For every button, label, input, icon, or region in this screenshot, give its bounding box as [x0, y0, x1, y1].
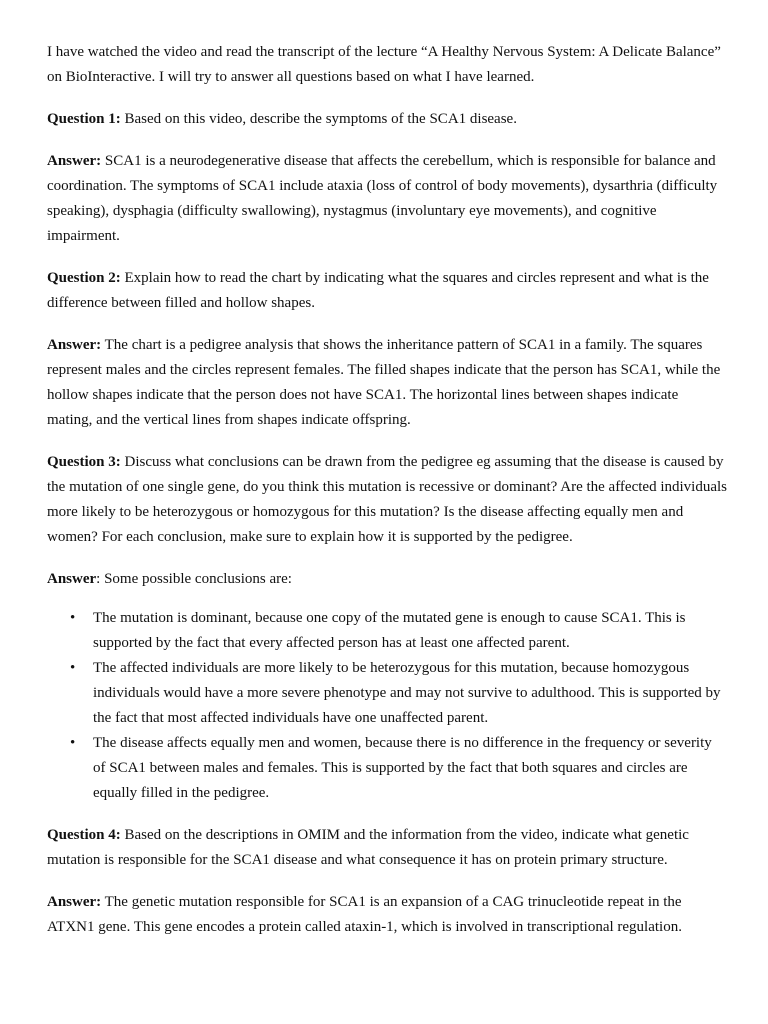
- answer-4-text: The genetic mutation responsible for SCA1 is an expansion of a CAG trinucleotide repeat in the ATXN1 gene. This gene encodes a protein called ataxin-1, which is involved in transcriptional regulation.: [47, 894, 682, 935]
- question-1-label: Question 1:: [47, 111, 121, 127]
- answer-3-label: Answer: [47, 571, 97, 587]
- list-item-text: The affected individuals are more likely to be heterozygous for this mutation, because homozygous individuals would have a more severe phenotype and may not survive to adulthood. This is supported by the fact that most affected individuals have one unaffected parent.: [93, 660, 721, 726]
- list-item: [70, 656, 727, 731]
- document-page: [47, 40, 727, 957]
- list-item-text: The mutation is dominant, because one copy of the mutated gene is enough to cause SCA1. This is supported by the fact that every affected person has at least one affected parent.: [93, 610, 686, 651]
- question-2-label: Question 2:: [47, 270, 121, 286]
- bullet-icon: •: [70, 610, 76, 626]
- question-2: [47, 266, 727, 316]
- question-3: [47, 450, 727, 550]
- answer-4-label: Answer:: [47, 894, 102, 910]
- answer-3-text: : Some possible conclusions are:: [96, 571, 292, 587]
- answer-3: [47, 567, 727, 592]
- question-4: [47, 823, 727, 873]
- answer-2-label: Answer:: [47, 337, 102, 353]
- list-item: [70, 731, 727, 806]
- answer-1-label: Answer:: [47, 153, 102, 169]
- list-item: [70, 606, 727, 656]
- bullet-icon: •: [70, 735, 76, 751]
- question-1: [47, 107, 727, 132]
- question-4-label: Question 4:: [47, 827, 121, 843]
- intro-paragraph: I have watched the video and read the transcript of the lecture “A Healthy Nervous System: A Delicate Balance” on BioInteractive. I will try to answer all questions based on what I have learned.: [47, 44, 721, 85]
- bullet-icon: •: [70, 660, 76, 676]
- answer-4: [47, 890, 727, 940]
- answer-1-text: SCA1 is a neurodegenerative disease that affects the cerebellum, which is responsible for balance and coordination. The symptoms of SCA1 include ataxia (loss of control of body movements), dysarthria (difficulty speaking), dysphagia (difficulty swallowing), nystagmus (involuntary eye movements), and cognitive impairment.: [47, 153, 718, 244]
- question-2-text: Explain how to read the chart by indicating what the squares and circles represent and what is the difference between filled and hollow shapes.: [47, 270, 709, 311]
- answer-2-text: The chart is a pedigree analysis that shows the inheritance pattern of SCA1 in a family. The squares represent males and the circles represent females. The filled shapes indicate that the person has SCA1, while the hollow shapes indicate that the person does not have SCA1. The horizontal lines between shapes indicate mating, and the vertical lines from shapes indicate offspring.: [47, 337, 721, 428]
- list-item-text: The disease affects equally men and women, because there is no difference in the frequency or severity of SCA1 between males and females. This is supported by the fact that both squares and circles are equally filled in the pedigree.: [93, 735, 712, 801]
- question-1-text: Based on this video, describe the symptoms of the SCA1 disease.: [120, 111, 517, 127]
- answer-2: [47, 333, 727, 433]
- question-3-text: Discuss what conclusions can be drawn from the pedigree eg assuming that the disease is caused by the mutation of one single gene, do you think this mutation is recessive or dominant? Are the affected individuals more likely to be heterozygous or homozygous for this mutation? Is the disease affecting equally men and women? For each conclusion, make sure to explain how it is supported by the pedigree.: [47, 454, 727, 545]
- question-3-label: Question 3:: [47, 454, 121, 470]
- answer-1: [47, 149, 727, 249]
- question-4-text: Based on the descriptions in OMIM and the information from the video, indicate what genetic mutation is responsible for the SCA1 disease and what consequence it has on protein primary structure.: [47, 827, 689, 868]
- conclusions-list: [47, 606, 727, 806]
